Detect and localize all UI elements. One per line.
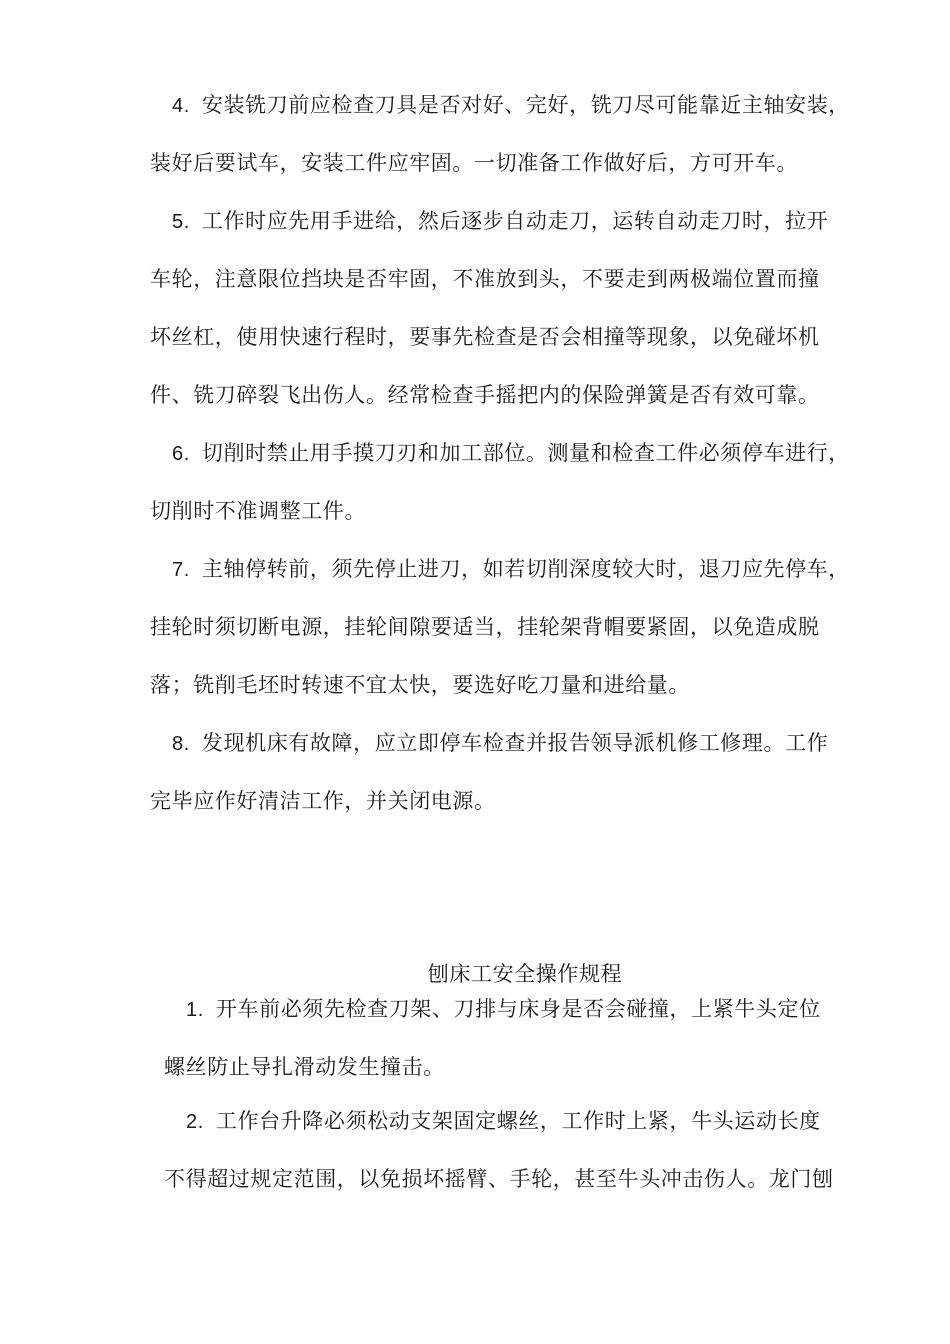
rule-line: 挂轮时须切断电源，挂轮间隙要适当，挂轮架背帽要紧固，以免造成脱 [150,615,820,639]
rule-number: 7. [172,559,190,581]
rule-line: 坏丝杠，使用快速行程时，要事先检查是否会相撞等现象，以免碰坏机 [150,325,820,349]
planer-rule-item-1 [164,980,821,1096]
rule-text: 工作时应先用手进给，然后逐步自动走刀，运转自动走刀时，拉开 [201,209,829,233]
rule-number: 1. [186,999,204,1021]
rule-item-8 [150,714,828,830]
rule-line [164,1092,834,1150]
rule-item-4 [150,76,850,192]
rule-line [150,192,828,250]
rule-text: 工作台升降必须松动支架固定螺丝，工作时上紧，牛头运动长度 [215,1109,821,1133]
rule-line [150,714,828,772]
rule-number: 6. [172,443,190,465]
rule-text: 安装铣刀前应检查刀具是否对好、完好，铣刀尽可能靠近主轴安装， [201,93,850,117]
rule-text: 切削时禁止用手摸刀刃和加工部位。测量和检查工件必须停车进行， [201,441,850,465]
rule-number: 5. [172,211,190,233]
rule-text: 发现机床有故障，应立即停车检查并报告领导派机修工修理。工作 [201,731,829,755]
rule-text: 开车前必须先检查刀架、刀排与床身是否会碰撞，上紧牛头定位 [215,997,821,1021]
rule-item-5 [150,192,828,424]
rule-line: 螺丝防止导扎滑动发生撞击。 [164,1055,445,1079]
section-title: 刨床工安全操作规程 [427,962,623,986]
rule-item-6 [150,424,850,540]
rule-item-7 [150,540,850,714]
rule-number: 8. [172,733,190,755]
rule-line [150,76,850,134]
rule-number: 4. [172,95,190,117]
rule-line [150,540,850,598]
rule-number: 2. [186,1111,204,1133]
rule-line: 落；铣削毛坯时转速不宜太快，要选好吃刀量和进给量。 [150,673,690,697]
rule-line [164,980,821,1038]
rule-line: 件、铣刀碎裂飞出伤人。经常检查手摇把内的保险弹簧是否有效可靠。 [150,383,820,407]
rule-text: 主轴停转前，须先停止进刀，如若切削深度较大时，退刀应先停车， [201,557,850,581]
rule-line [150,424,850,482]
rule-line: 完毕应作好清洁工作，并关闭电源。 [150,789,496,813]
rule-line: 切削时不准调整工件。 [150,499,366,523]
planer-rule-item-2 [164,1092,834,1208]
rule-line: 车轮，注意限位挡块是否牢固，不准放到头，不要走到两极端位置而撞 [150,267,820,291]
rule-line: 装好后要试车，安装工件应牢固。一切准备工作做好后，方可开车。 [150,151,798,175]
rule-line: 不得超过规定范围，以免损坏摇臂、手轮，甚至牛头冲击伤人。龙门刨 [164,1167,834,1191]
